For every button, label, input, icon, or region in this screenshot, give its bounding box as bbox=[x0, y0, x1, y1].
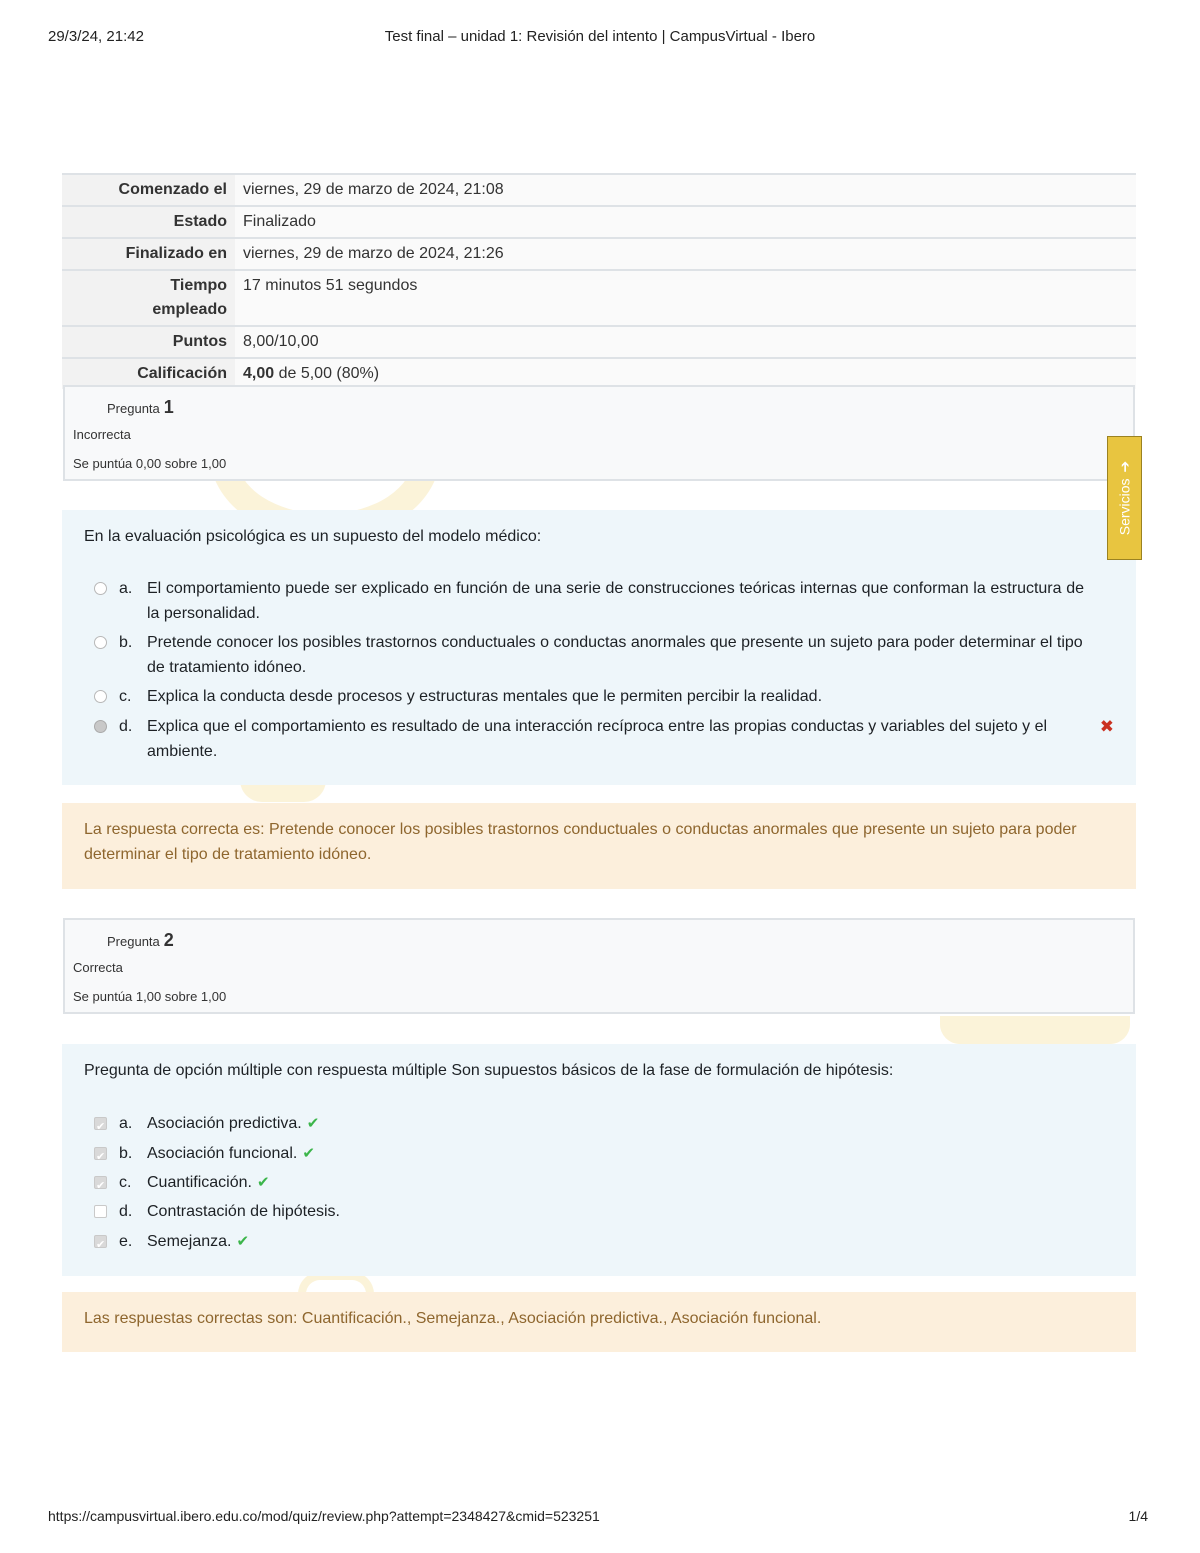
question-state: Correcta bbox=[73, 960, 123, 975]
summary-value: Finalizado bbox=[235, 206, 1136, 238]
question-info bbox=[63, 385, 1135, 481]
summary-row bbox=[62, 174, 1136, 206]
answer-text-wrap bbox=[147, 1111, 1084, 1136]
answer-checkbox-checked[interactable] bbox=[94, 1235, 107, 1248]
answer-letter: c. bbox=[119, 1174, 132, 1191]
answer-text: Pretende conocer los posibles trastornos conductuales o conductas anormales que presente un sujeto para poder determinar el tipo de tratamiento idóneo. bbox=[147, 634, 1083, 676]
answer-text: Semejanza. bbox=[147, 1233, 232, 1250]
answer-text-wrap bbox=[147, 1229, 1084, 1254]
answer-option[interactable] bbox=[94, 1170, 1114, 1196]
question-number bbox=[107, 397, 174, 418]
answer-checkbox-checked[interactable] bbox=[94, 1117, 107, 1130]
print-url: https://campusvirtual.ibero.edu.co/mod/quiz/review.php?attempt=2348427&cmid=523251 bbox=[48, 1508, 600, 1524]
answer-radio-selected[interactable] bbox=[94, 720, 107, 733]
grade-out-of: de 5,00 (80%) bbox=[278, 365, 380, 382]
correct-icon: ✔ bbox=[302, 1145, 315, 1162]
summary-row bbox=[62, 326, 1136, 358]
answer-text: Cuantificación. bbox=[147, 1174, 252, 1191]
print-date: 29/3/24, 21:42 bbox=[48, 28, 144, 45]
answer-letter: b. bbox=[119, 634, 133, 651]
question-number-value: 1 bbox=[163, 397, 174, 417]
print-page-number: 1/4 bbox=[1128, 1508, 1148, 1524]
answer-option[interactable] bbox=[94, 714, 1114, 766]
answer-option[interactable] bbox=[94, 1141, 1114, 1167]
print-footer bbox=[48, 1508, 1148, 1528]
summary-row bbox=[62, 270, 1136, 326]
answer-option[interactable] bbox=[94, 1199, 1114, 1225]
answer-text: Explica que el comportamiento es resultado de una interacción recíproca entre las propias conductas y variables del sujeto y el ambiente. bbox=[147, 718, 1048, 760]
question-info bbox=[63, 918, 1135, 1014]
answer-checkbox-checked[interactable] bbox=[94, 1147, 107, 1160]
grade-value: 4,00 bbox=[243, 365, 275, 382]
incorrect-icon: ✖ bbox=[1099, 717, 1114, 736]
right-answer-feedback bbox=[62, 803, 1136, 889]
summary-label: Estado bbox=[62, 206, 235, 238]
answer-option[interactable] bbox=[94, 1229, 1114, 1255]
question-grade: Se puntúa 0,00 sobre 1,00 bbox=[73, 456, 227, 471]
question-number-value: 2 bbox=[163, 930, 174, 950]
answer-letter: d. bbox=[119, 718, 133, 735]
summary-label-text: Tiempo empleado bbox=[152, 277, 227, 318]
summary-label bbox=[62, 270, 235, 326]
answer-text: El comportamiento puede ser explicado en función de una serie de construcciones teóricas internas que conforman la estructura de la personalidad. bbox=[147, 580, 1084, 622]
correct-icon: ✔ bbox=[236, 1233, 250, 1250]
answer-text: Asociación funcional. bbox=[147, 1145, 298, 1162]
answer-radio[interactable] bbox=[94, 690, 107, 703]
answer-text-wrap bbox=[147, 1141, 1084, 1166]
servicios-label: Servicios bbox=[1116, 478, 1132, 536]
answer-text: Explica la conducta desde procesos y estructuras mentales que le permiten percibir la realidad. bbox=[147, 688, 823, 705]
summary-value: 8,00/10,00 bbox=[235, 326, 1136, 358]
summary-label: Puntos bbox=[62, 326, 235, 358]
question-formulation bbox=[62, 1044, 1136, 1276]
answer-letter: d. bbox=[119, 1203, 133, 1220]
answer-radio[interactable] bbox=[94, 582, 107, 595]
question-number bbox=[107, 930, 174, 951]
right-answer-text: Las respuestas correctas son: Cuantificación., Semejanza., Asociación predictiva., Asociación funcional. bbox=[84, 1310, 822, 1327]
answer-checkbox[interactable] bbox=[94, 1205, 107, 1218]
answer-option[interactable] bbox=[94, 684, 1114, 710]
right-answer-text: La respuesta correcta es: Pretende conocer los posibles trastornos conductuales o conductas anormales que presente un sujeto para poder determinar el tipo de tratamiento idóneo. bbox=[84, 821, 1077, 863]
print-title: Test final – unidad 1: Revisión del intento | CampusVirtual - Ibero bbox=[384, 28, 816, 45]
answer-text: Contrastación de hipótesis. bbox=[147, 1203, 340, 1220]
servicios-label-wrap bbox=[1116, 461, 1133, 536]
question-state: Incorrecta bbox=[73, 427, 131, 442]
summary-value: viernes, 29 de marzo de 2024, 21:26 bbox=[235, 238, 1136, 270]
correct-icon: ✔ bbox=[306, 1115, 320, 1132]
question-label: Pregunta bbox=[107, 934, 160, 949]
answer-letter: c. bbox=[119, 688, 132, 705]
correct-icon: ✔ bbox=[256, 1174, 270, 1191]
summary-label: Comenzado el bbox=[62, 174, 235, 206]
answer-option[interactable] bbox=[94, 576, 1114, 628]
servicios-tab[interactable] bbox=[1107, 436, 1142, 560]
question-text: En la evaluación psicológica es un supuesto del modelo médico: bbox=[84, 528, 542, 545]
answer-letter: e. bbox=[119, 1233, 133, 1250]
answer-letter: b. bbox=[119, 1145, 133, 1162]
summary-value: 17 minutos 51 segundos bbox=[235, 270, 1136, 326]
summary-label: Calificación bbox=[62, 358, 235, 389]
answer-option[interactable] bbox=[94, 630, 1114, 682]
answer-option[interactable] bbox=[94, 1111, 1114, 1137]
question-grade: Se puntúa 1,00 sobre 1,00 bbox=[73, 989, 227, 1004]
answer-letter: a. bbox=[119, 1115, 133, 1132]
answer-text-wrap bbox=[147, 1170, 1084, 1195]
question-formulation bbox=[62, 510, 1136, 785]
summary-row bbox=[62, 238, 1136, 270]
summary-row bbox=[62, 206, 1136, 238]
question-text: Pregunta de opción múltiple con respuesta múltiple Son supuestos básicos de la fase de formulación de hipótesis: bbox=[84, 1062, 894, 1079]
attempt-summary-table bbox=[62, 173, 1136, 389]
summary-label: Finalizado en bbox=[62, 238, 235, 270]
answer-text: Asociación predictiva. bbox=[147, 1115, 302, 1132]
right-answer-feedback bbox=[62, 1292, 1136, 1352]
arrow-right-icon: ➔ bbox=[1116, 460, 1132, 473]
print-header bbox=[48, 28, 1152, 48]
question-label: Pregunta bbox=[107, 401, 160, 416]
answer-radio[interactable] bbox=[94, 636, 107, 649]
summary-value: viernes, 29 de marzo de 2024, 21:08 bbox=[235, 174, 1136, 206]
background-decoration bbox=[940, 1016, 1130, 1044]
answer-checkbox-checked[interactable] bbox=[94, 1176, 107, 1189]
answer-letter: a. bbox=[119, 580, 133, 597]
